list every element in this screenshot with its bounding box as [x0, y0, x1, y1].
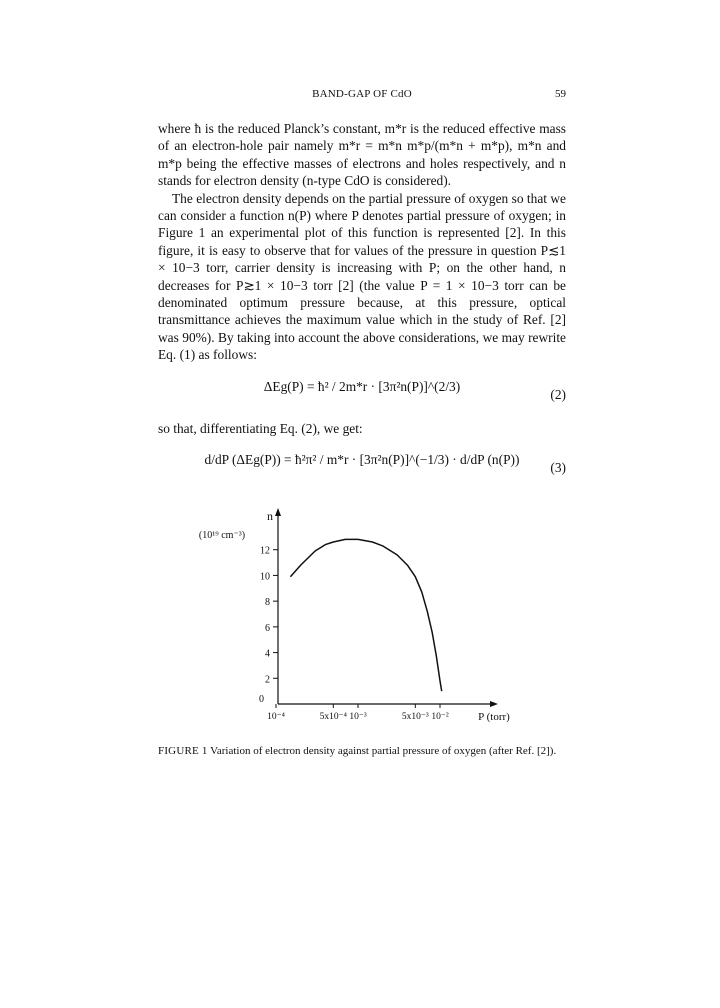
- caption-text: Variation of electron density against partial pressure of oxygen (after Ref. [2]).: [210, 745, 557, 757]
- x-axis-label: P (torr): [478, 711, 510, 723]
- x-tick-label: 10⁻²: [431, 712, 449, 722]
- y-tick-label: 4: [265, 648, 270, 660]
- body-text: [158, 120, 566, 493]
- equation-3-content: [158, 451, 566, 468]
- x-tick-label: 10⁻⁴: [267, 712, 285, 722]
- x-tick-label: 10⁻³: [349, 712, 367, 722]
- equation-2-text: ΔEg(P) = ħ² / 2m*r · [3π²n(P)]^(2/3): [263, 378, 461, 394]
- figure-1: [178, 500, 558, 730]
- y-tick-label: 8: [265, 597, 270, 609]
- paragraph-3: so that, differentiating Eq. (2), we get:: [158, 420, 363, 436]
- y-axis-arrow: [275, 508, 281, 516]
- density-curve: [290, 539, 441, 691]
- y-tick-label: 12: [260, 545, 270, 557]
- page-number: 59: [555, 88, 566, 100]
- equation-2: [158, 364, 566, 420]
- y-tick-label: 10: [260, 571, 270, 583]
- equation-3-number: (3): [550, 460, 566, 476]
- x-tick-label: 5x10⁻³: [401, 712, 429, 722]
- electron-density-chart: [178, 500, 558, 730]
- y-tick-label: 0: [259, 694, 264, 705]
- page-header: [158, 88, 566, 108]
- equation-2-content: [158, 378, 566, 395]
- running-head: BAND-GAP OF CdO: [312, 88, 412, 100]
- y-tick-label: 2: [265, 674, 270, 686]
- x-axis-arrow: [490, 701, 498, 707]
- equation-2-number: (2): [550, 386, 566, 402]
- caption-label: FIGURE 1: [158, 745, 208, 757]
- paragraph-1: where ħ is the reduced Planck’s constant, m*r is the reduced effective mass of an electron-hole pair namely m*r = m*n m*p/(m*n + m*p), m*n and m*p being the effective masses of electrons and holes respectively, and n stands for electron density (n-type CdO is considered).: [158, 121, 566, 189]
- y-axis-label: n: [267, 509, 273, 523]
- y-tick-label: 6: [265, 622, 270, 634]
- equation-3-text: d/dP (ΔEg(P)) = ħ²π² / m*r · [3π²n(P)]^(−1/3) · d/dP (n(P)): [204, 452, 520, 468]
- figure-caption: [158, 744, 566, 758]
- x-tick-label: 5x10⁻⁴: [319, 712, 347, 722]
- y-axis-unit: (10¹⁹ cm⁻³): [198, 530, 246, 541]
- equation-3: [158, 437, 566, 493]
- paragraph-2: The electron density depends on the partial pressure of oxygen so that we can consider a function n(P) where P denotes partial pressure of oxygen; in Figure 1 an experimental plot of this function is represented [2]. In this figure, it is easy to observe that for values of the pressure in question P≲1 × 10−3 torr, carrier density is increasing with P; on the other hand, n decreases for P≳1 × 10−3 torr [2] (the value P = 1 × 10−3 torr can be denominated optimum pressure because, at this pressure, optical transmittance achieves the maximum value which in the study of Ref. [2] was 90%). By taking into account the above considerations, we may rewrite Eq. (1) as follows:: [158, 190, 566, 363]
